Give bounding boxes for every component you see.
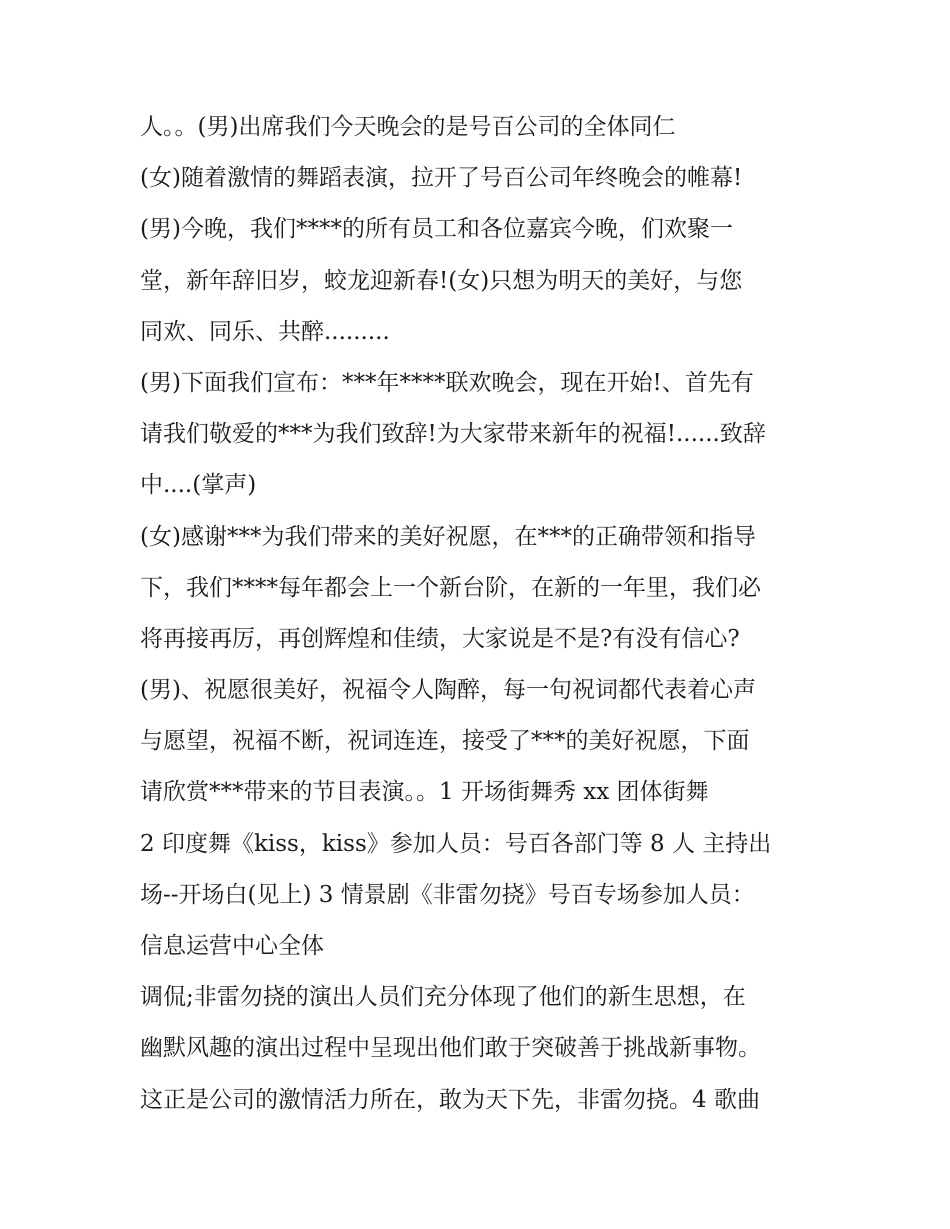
text-line: (女)随着激情的舞蹈表演，拉开了号百公司年终晚会的帷幕! bbox=[140, 165, 743, 192]
text-line: 下，我们****每年都会上一个新台阶，在新的一年里，我们必 bbox=[140, 574, 761, 601]
text-line: (男)下面我们宣布：***年****联欢晚会，现在开始!、首先有 bbox=[140, 369, 754, 396]
text-line: (男)、祝愿很美好，祝福令人陶醉，每一句祝词都代表着心声 bbox=[140, 677, 756, 704]
text-line: (女)感谢***为我们带来的美好祝愿，在***的正确带领和指导 bbox=[140, 523, 756, 550]
text-line: 堂，新年辞旧岁，蛟龙迎新春!(女)只想为明天的美好，与您 bbox=[140, 267, 743, 294]
text-line: 这正是公司的激情活力所在，敢为天下先，非雷勿挠。4 歌曲 bbox=[140, 1086, 760, 1113]
document-body bbox=[140, 102, 820, 1126]
text-line: 人。。(男)出席我们今天晚会的是号百公司的全体同仁 bbox=[140, 114, 676, 140]
text-line: 幽默风趣的演出过程中呈现出他们敢于突破善于挑战新事物。 bbox=[140, 1035, 761, 1062]
text-line: (男)今晚，我们****的所有员工和各位嘉宾今晚，们欢聚一 bbox=[140, 216, 733, 243]
text-line: 请欣赏***带来的节目表演。。1 开场街舞秀 xx 团体街舞 bbox=[140, 779, 709, 806]
text-line: 请我们敬爱的***为我们致辞!为大家带来新年的祝福!......致辞 bbox=[140, 421, 766, 448]
text-line: 场--开场白(见上) 3 情景剧《非雷勿挠》号百专场参加人员： bbox=[140, 881, 755, 908]
text-line: 与愿望，祝福不断，祝词连连，接受了***的美好祝愿，下面 bbox=[140, 728, 750, 755]
text-line: 同欢、同乐、共醉......... bbox=[140, 318, 390, 345]
text-line: 将再接再厉，再创辉煌和佳绩，大家说是不是?有没有信心? bbox=[140, 625, 740, 652]
text-line: 调侃;非雷勿挠的演出人员们充分体现了他们的新生思想，在 bbox=[140, 984, 746, 1011]
text-line: 信息运营中心全体 bbox=[140, 933, 324, 959]
text-line: 中....(掌声) bbox=[140, 472, 257, 499]
text-line: 2 印度舞《kiss，kiss》参加人员：号百各部门等 8 人 主持出 bbox=[140, 830, 772, 857]
